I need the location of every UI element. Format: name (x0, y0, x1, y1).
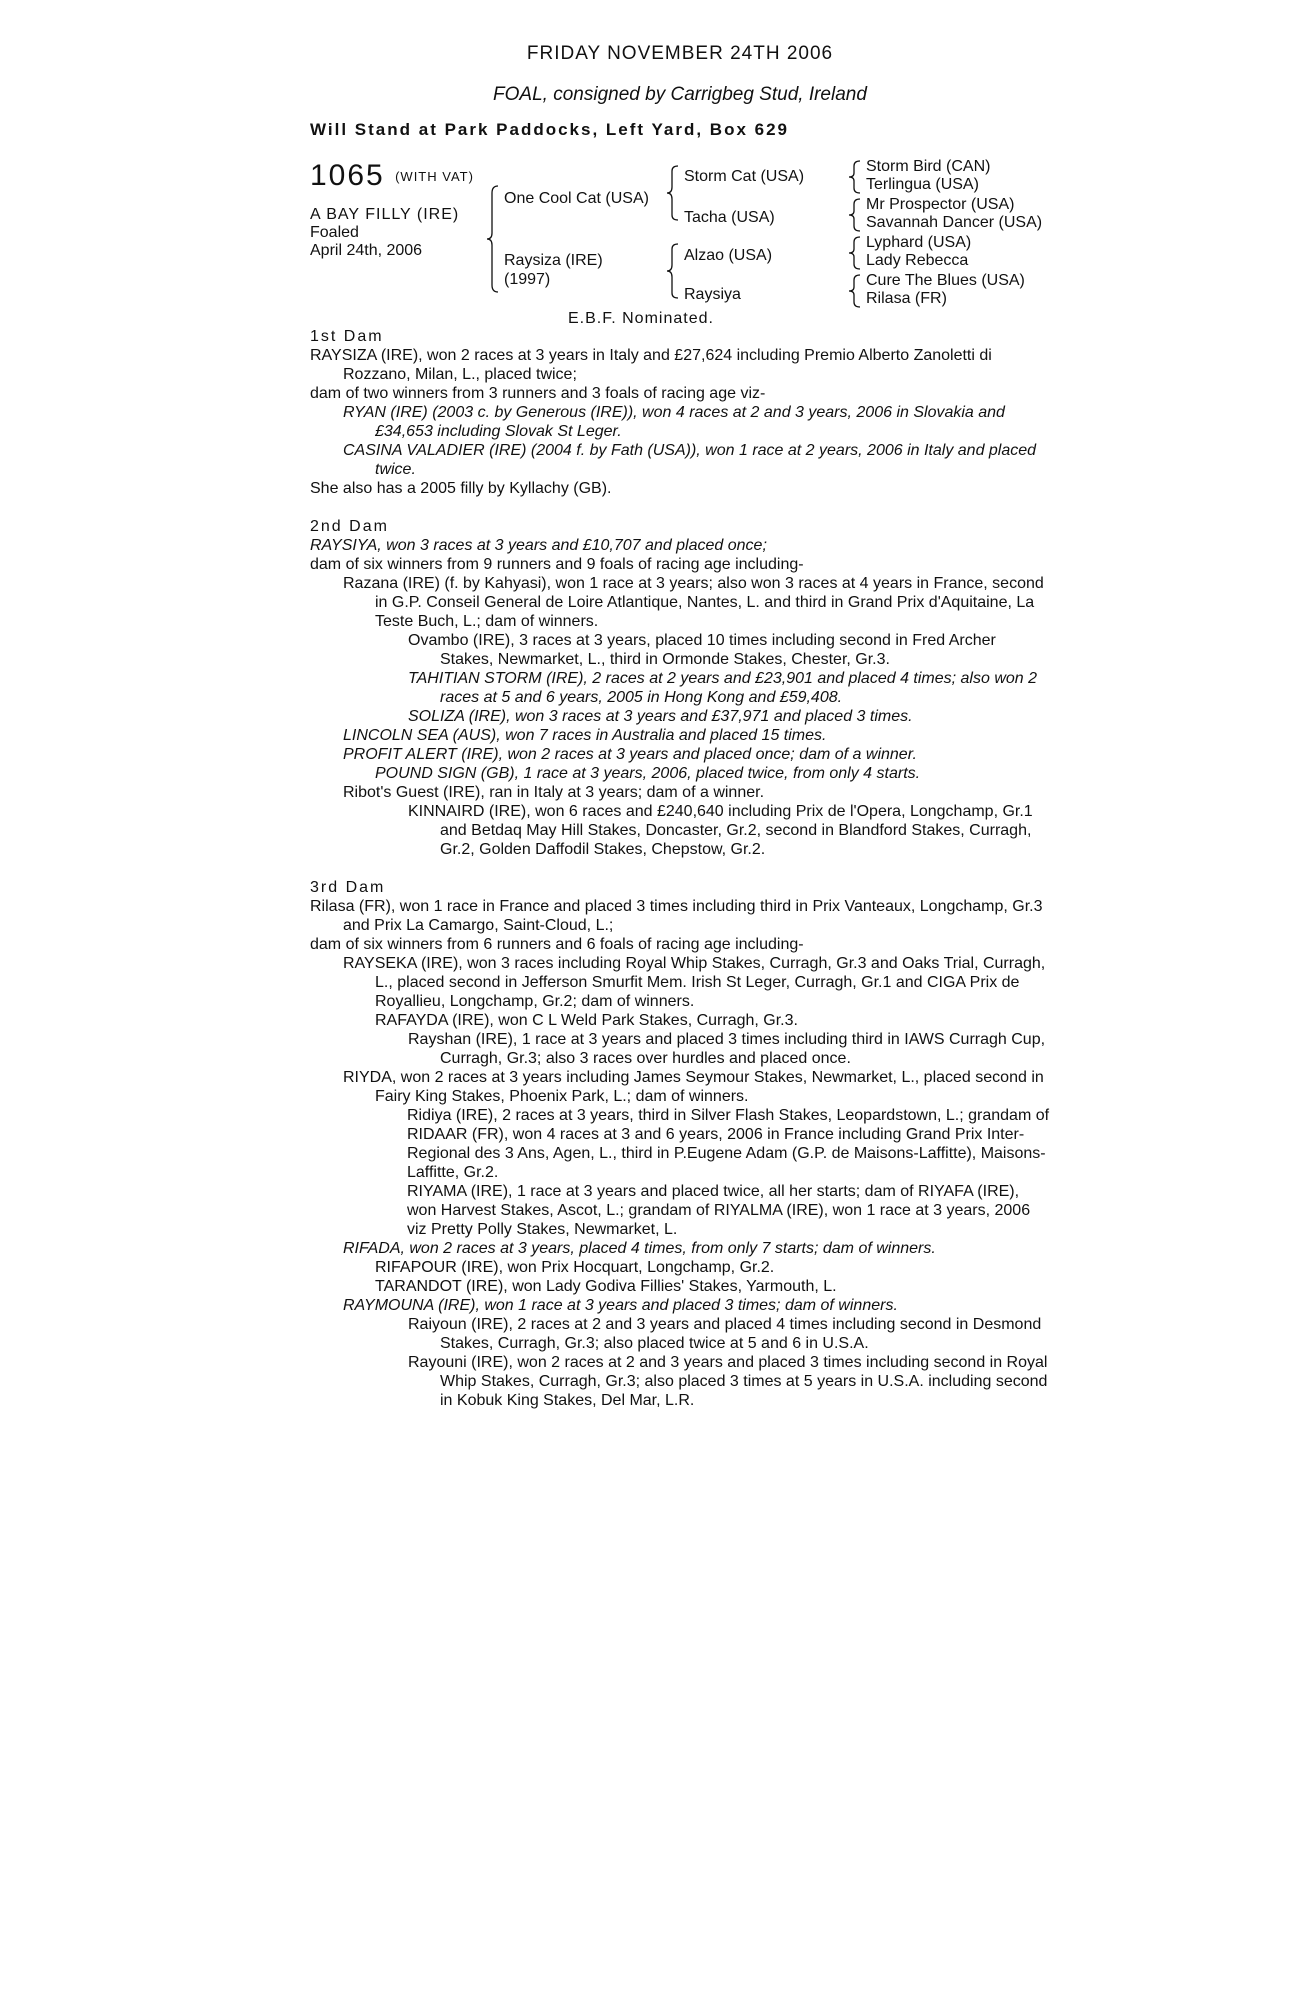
first-dam-section (310, 327, 1050, 498)
produce-entry: RAYSEKA (IRE), won 3 races including Royal Whip Stakes, Curragh, Gr.3 and Oaks Trial, Curragh, L., placed second in Jefferson Smurfit Mem. Irish St Leger, Curragh, Gr.1 and CIGA Prix de Royallieu, Longchamp, Gr.2; dam of winners. (343, 955, 1046, 1010)
produce-entry: RIYDA, won 2 races at 3 years including James Seymour Stakes, Newmarket, L., placed second in Fairy King Stakes, Phoenix Park, L.; dam of winners. (343, 1069, 1044, 1105)
produce-entry: TAHITIAN STORM (IRE), 2 races at 2 years and £23,901 and placed 4 times; also won 2 races at 5 and 6 years, 2005 in Hong Kong and £59,408. (408, 670, 1038, 706)
ggp-ancestor: Mr Prospector (USA) (866, 196, 1015, 213)
produce-entry: RIFADA, won 2 races at 3 years, placed 4 times, from only 7 starts; dam of winners. (343, 1240, 936, 1257)
produce-entry: RAYSIYA, won 3 races at 3 years and £10,707 and placed once; (310, 537, 767, 554)
section-title: 2nd Dam (310, 518, 389, 535)
main-brace-icon (486, 185, 500, 293)
pedigree-block (310, 159, 1050, 327)
ggp-ancestor: Storm Bird (CAN) (866, 158, 991, 175)
dam-year: (1997) (504, 271, 551, 288)
stand-location: Will Stand at Park Paddocks, Left Yard, Box 629 (310, 120, 789, 139)
produce-entry: RAYSIZA (IRE), won 2 races at 3 years in Italy and £27,624 including Premio Alberto Zanoletti di Rozzano, Milan, L., placed twice; (310, 347, 992, 383)
section-title: 3rd Dam (310, 879, 386, 896)
produce-entry: POUND SIGN (GB), 1 race at 3 years, 2006, placed twice, from only 4 starts. (375, 765, 921, 782)
produce-entry: RIYAMA (IRE), 1 race at 3 years and placed twice, all her starts; dam of RIYAFA (IRE), won Harvest Stakes, Ascot, L.; grandam of RIYALMA (IRE), won 1 race at 3 years, 2006 viz Pretty Polly Stakes, Newmarket, L. (407, 1183, 1031, 1238)
lot-description: A BAY FILLY (IRE) (310, 206, 460, 223)
ggp-ancestor: Terlingua (USA) (866, 176, 979, 193)
ggp-ancestor: Lady Rebecca (866, 252, 969, 269)
ggp-ancestor: Lyphard (USA) (866, 234, 972, 251)
produce-entry: RAFAYDA (IRE), won C L Weld Park Stakes, Curragh, Gr.3. (375, 1012, 798, 1029)
produce-entry: PROFIT ALERT (IRE), won 2 races at 3 years and placed once; dam of a winner. (343, 746, 917, 763)
produce-entry: Rilasa (FR), won 1 race in France and placed 3 times including third in Prix Vanteaux, Longchamp, Gr.3 and Prix La Camargo, Saint-Cloud, L.; (310, 898, 1043, 934)
dam-sire: Alzao (USA) (684, 247, 773, 264)
sire-dam: Tacha (USA) (684, 209, 775, 226)
ggp-brace-icon (848, 273, 862, 309)
produce-entry: Rayouni (IRE), won 2 races at 2 and 3 years and placed 3 times including second in Royal Whip Stakes, Curragh, Gr.3; also placed 3 times at 5 years in U.S.A. including second in Kobuk King Stakes, Del Mar, L.R. (408, 1354, 1048, 1409)
produce-entry: Ovambo (IRE), 3 races at 3 years, placed 10 times including second in Fred Archer Stakes, Newmarket, L., third in Ormonde Stakes, Chester, Gr.3. (408, 632, 996, 668)
produce-entry: dam of six winners from 9 runners and 9 foals of racing age including- (310, 556, 804, 573)
produce-entry: RYAN (IRE) (2003 c. by Generous (IRE)), won 4 races at 2 and 3 years, 2006 in Slovakia and £34,653 including Slovak St Leger. (343, 404, 1005, 440)
sire-name: One Cool Cat (USA) (504, 190, 649, 207)
sire-sire: Storm Cat (USA) (684, 168, 805, 185)
vat-note: (WITH VAT) (395, 169, 474, 185)
sire-brace-icon (666, 165, 680, 221)
ggp-ancestor: Savannah Dancer (USA) (866, 214, 1043, 231)
produce-entry: TARANDOT (IRE), won Lady Godiva Fillies' Stakes, Yarmouth, L. (375, 1278, 837, 1295)
produce-entry: CASINA VALADIER (IRE) (2004 f. by Fath (USA)), won 1 race at 2 years, 2006 in Italy and placed twice. (343, 442, 1037, 478)
ggp-brace-icon (848, 197, 862, 233)
produce-entry: Ridiya (IRE), 2 races at 3 years, third in Silver Flash Stakes, Leopardstown, L.; grandam of RIDAAR (FR), won 4 races at 3 and 6 years, 2006 in France including Grand Prix Inter-Regional des 3 Ans, Agen, L., third in P.Eugene Adam (G.P. de Maisons-Laffitte), Maisons-Laffitte, Gr.2. (407, 1107, 1050, 1181)
produce-entry: SOLIZA (IRE), won 3 races at 3 years and £37,971 and placed 3 times. (408, 708, 913, 725)
foaled-date: April 24th, 2006 (310, 242, 423, 259)
foaled-label: Foaled (310, 224, 359, 241)
dam-name: Raysiza (IRE) (504, 252, 603, 269)
second-dam-section (310, 517, 1050, 859)
produce-entry: Ribot's Guest (IRE), ran in Italy at 3 years; dam of a winner. (343, 784, 765, 801)
produce-entry: RIFAPOUR (IRE), won Prix Hocquart, Longchamp, Gr.2. (375, 1259, 775, 1276)
section-title: 1st Dam (310, 328, 384, 345)
ggp-ancestor: Rilasa (FR) (866, 290, 947, 307)
dam-brace-icon (666, 243, 680, 299)
produce-entry: dam of six winners from 6 runners and 6 foals of racing age including- (310, 936, 804, 953)
produce-entry: Rayshan (IRE), 1 race at 3 years and placed 3 times including third in IAWS Curragh Cup, Curragh, Gr.3; also 3 races over hurdles and placed once. (408, 1031, 1046, 1067)
dam-dam: Raysiya (684, 286, 741, 303)
produce-entry: dam of two winners from 3 runners and 3 foals of racing age viz- (310, 385, 766, 402)
produce-entry: Razana (IRE) (f. by Kahyasi), won 1 race at 3 years; also won 3 races at 4 years in France, second in G.P. Conseil General de Loire Atlantique, Nantes, L. and third in Grand Prix d'Aquitaine, La Teste Buch, L.; dam of winners. (343, 575, 1044, 630)
produce-entry: She also has a 2005 filly by Kyllachy (GB). (310, 480, 612, 497)
ggp-brace-icon (848, 159, 862, 195)
produce-entry: LINCOLN SEA (AUS), won 7 races in Australia and placed 15 times. (343, 727, 827, 744)
lot-number: 1065 (WITH VAT) (310, 159, 474, 192)
ggp-brace-icon (848, 235, 862, 271)
sale-date: FRIDAY NOVEMBER 24TH 2006 (526, 43, 834, 64)
ebf-note: E.B.F. Nominated. (568, 310, 714, 327)
ggp-ancestor: Cure The Blues (USA) (866, 272, 1025, 289)
catalogue-page (310, 44, 1050, 1410)
produce-entry: KINNAIRD (IRE), won 6 races and £240,640 including Prix de l'Opera, Longchamp, Gr.1 and Betdaq May Hill Stakes, Doncaster, Gr.2, second in Blandford Stakes, Curragh, Gr.2, Golden Daffodil Stakes, Chepstow, Gr.2. (408, 803, 1033, 858)
produce-entry: Raiyoun (IRE), 2 races at 2 and 3 years and placed 4 times including second in Desmond Stakes, Curragh, Gr.3; also placed twice at 5 and 6 in U.S.A. (408, 1316, 1042, 1352)
consignor-line: FOAL, consigned by Carrigbeg Stud, Ireland (493, 84, 867, 105)
third-dam-section (310, 878, 1050, 1410)
produce-entry: RAYMOUNA (IRE), won 1 race at 3 years and placed 3 times; dam of winners. (343, 1297, 898, 1314)
